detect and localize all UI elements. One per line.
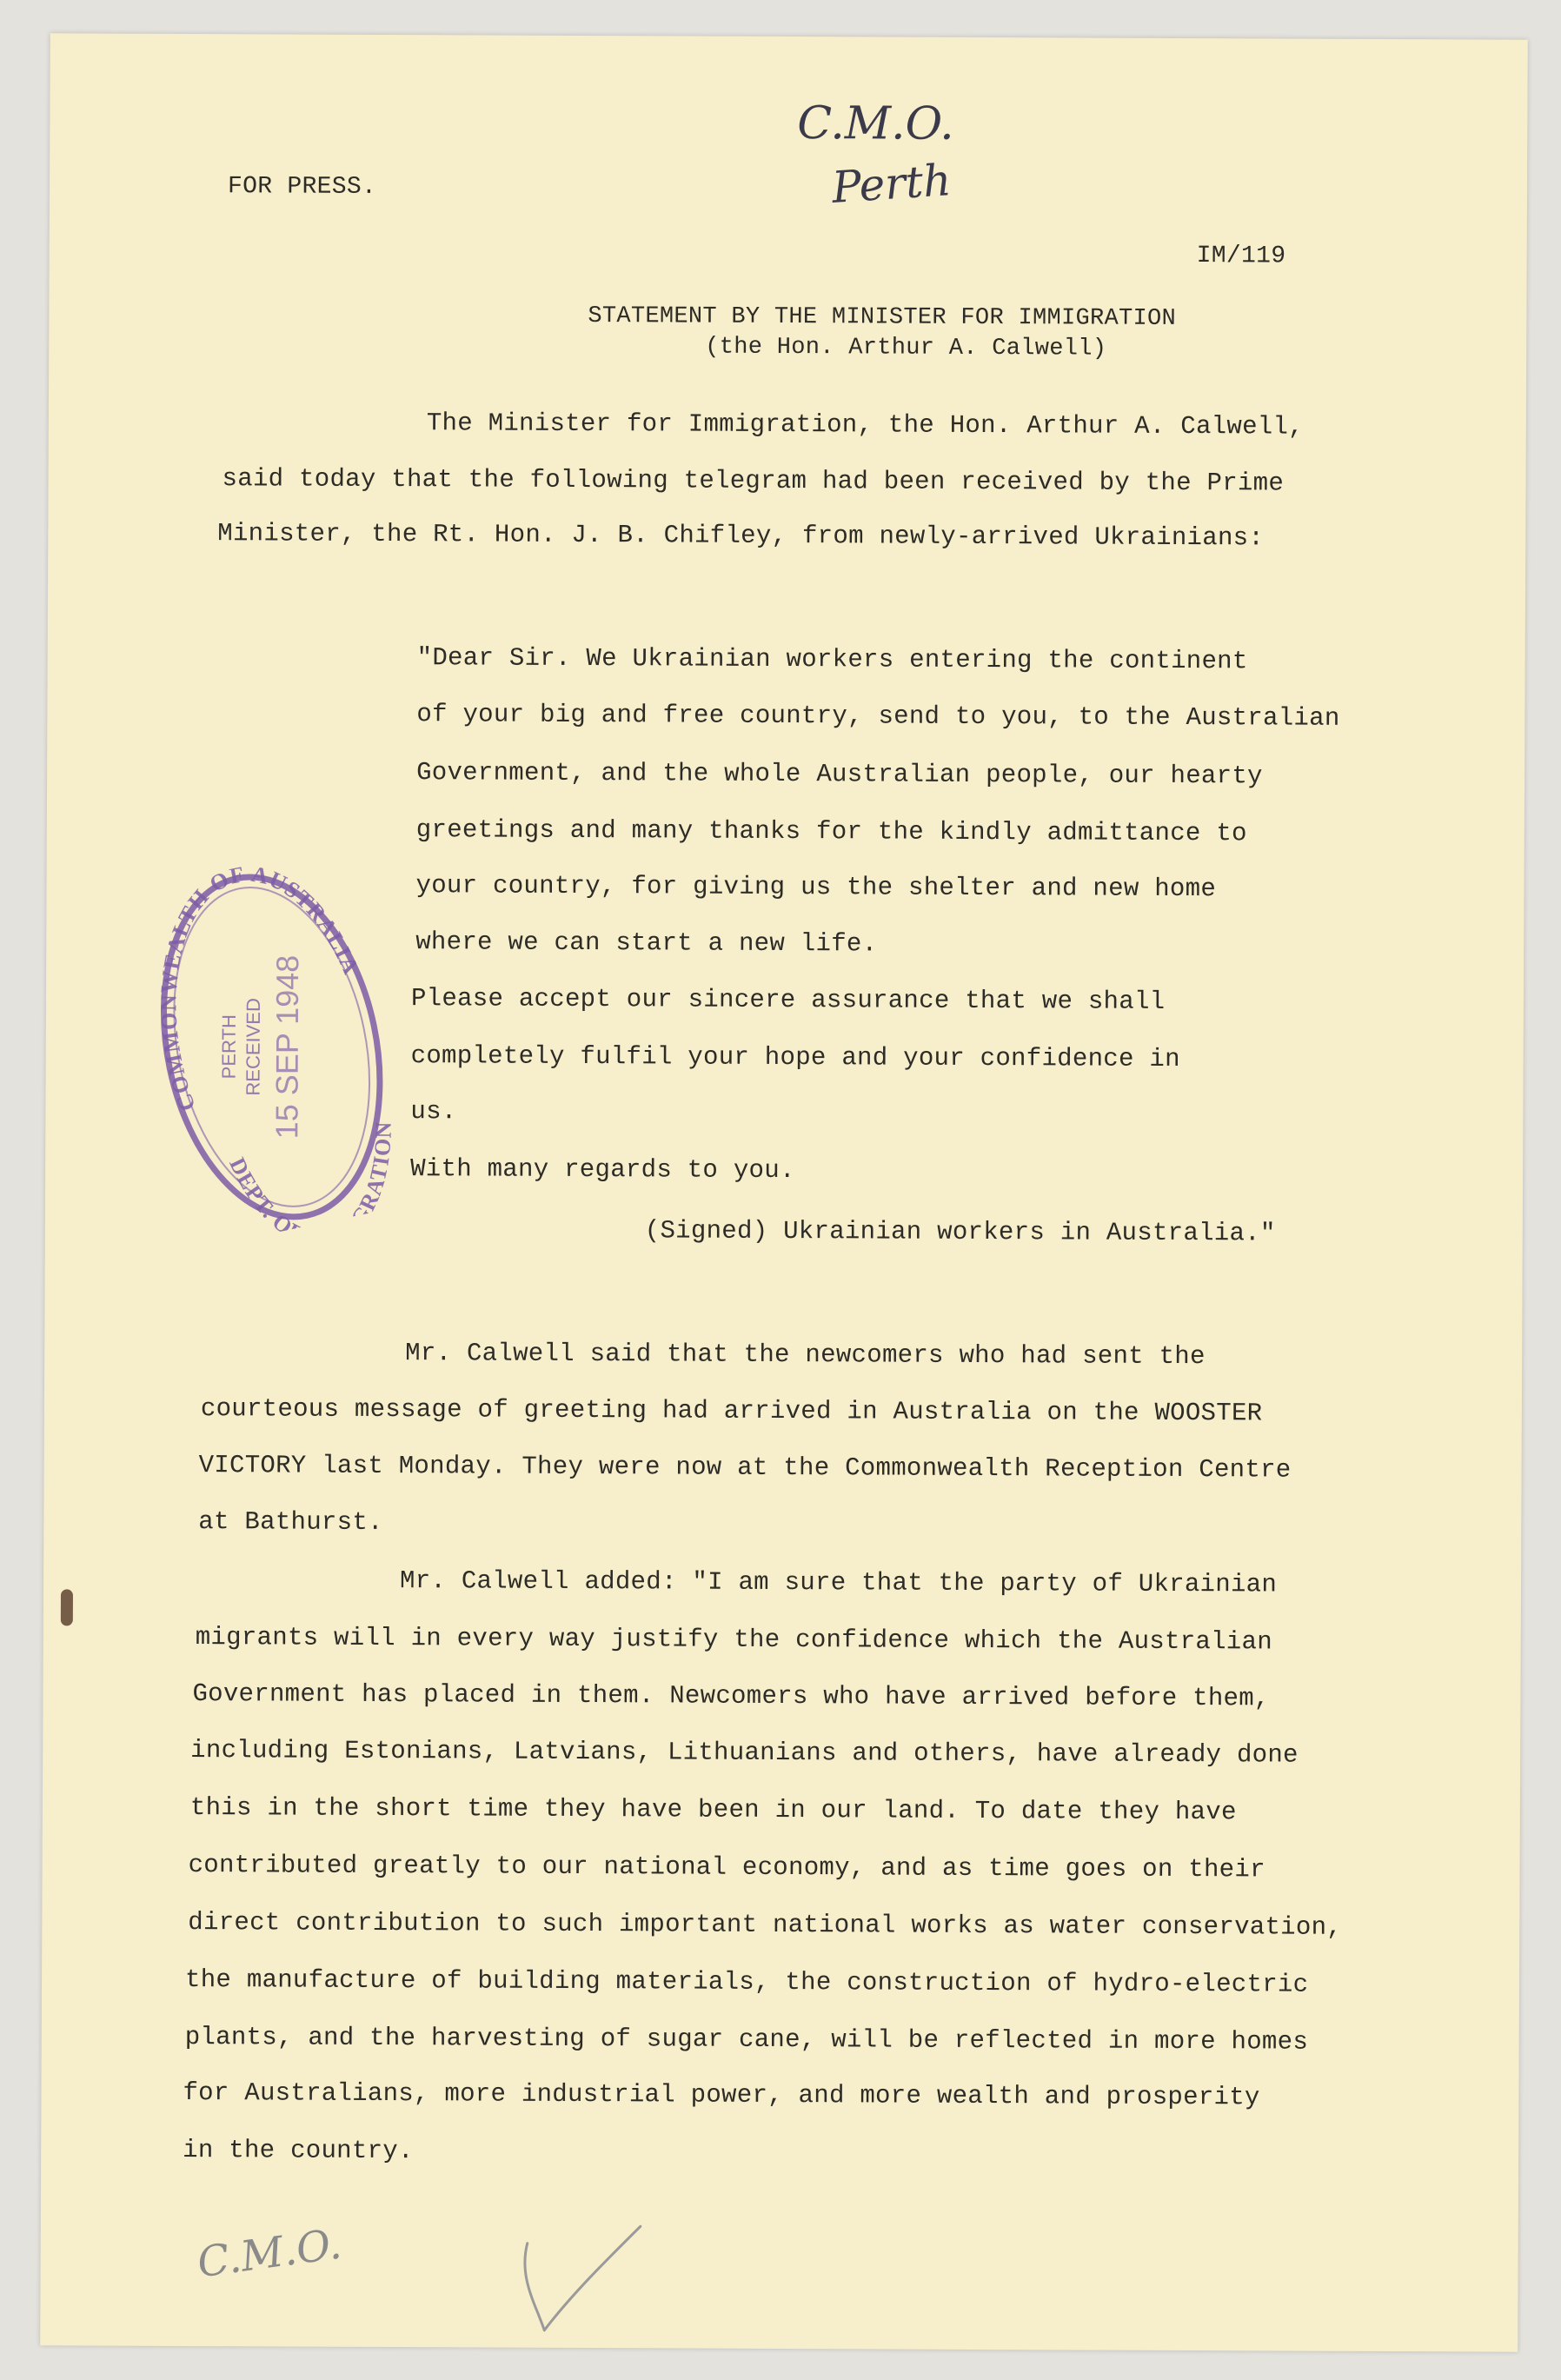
handwritten-annotation-cmo: C.M.O. [797, 97, 954, 150]
telegram-line-4: greetings and many thanks for the kindly admittance to [415, 815, 1247, 848]
stamp-date: 15 SEP 1948 [269, 954, 306, 1140]
stamp-bottom-text: DEPT. OF IMMIGRATION [224, 1120, 396, 1249]
telegram-signature: (Signed) Ukrainian workers in Australia." [644, 1216, 1276, 1248]
paragraph3-line-7: direct contribution to such important national works as water conservation, [188, 1908, 1343, 1942]
telegram-line-5: your country, for giving us the shelter and new home [415, 871, 1217, 904]
paragraph3-line-11: in the country. [183, 2135, 414, 2166]
document-page [40, 33, 1528, 2351]
intro-line-1: The Minister for Immigration, the Hon. Arthur A. Calwell, [426, 409, 1304, 442]
paragraph2-line-1: Mr. Calwell said that the newcomers who had sent the [405, 1339, 1206, 1372]
paragraph3-line-8: the manufacture of building materials, the construction of hydro-electric [184, 1965, 1309, 1999]
punch-hole-mark [61, 1589, 73, 1625]
for-press-label: FOR PRESS. [227, 173, 377, 201]
paragraph3-line-6: contributed greatly to our national economy, and as time goes on their [188, 1851, 1265, 1885]
svg-text:DEPT. OF IMMIGRATION [222, 1116, 420, 1249]
stamp-city: PERTH [217, 1014, 240, 1080]
paragraph3-line-4: including Estonians, Latvians, Lithuanians and others, have already done [190, 1736, 1299, 1770]
intro-line-2: said today that the following telegram had been received by the Prime [222, 464, 1285, 498]
paragraph3-line-2: migrants will in every way justify the confidence which the Australian [195, 1623, 1273, 1657]
handwritten-annotation-perth: Perth [830, 155, 953, 213]
paragraph3-line-5: this in the short time they have been in our land. To date they have [189, 1793, 1237, 1827]
statement-title: STATEMENT BY THE MINISTER FOR IMMIGRATION [588, 303, 1177, 332]
telegram-line-6: where we can start a new life. [415, 927, 878, 959]
intro-line-3: Minister, the Rt. Hon. J. B. Chifley, from newly-arrived Ukrainians: [217, 519, 1265, 553]
stamp-status: RECEIVED [242, 998, 264, 1096]
telegram-line-3: Government, and the whole Australian people, our hearty [416, 758, 1263, 791]
paragraph2-line-4: at Bathurst. [198, 1507, 383, 1537]
statement-subtitle: (the Hon. Arthur A. Calwell) [705, 334, 1107, 362]
handwritten-annotation-bottom: C.M.O. [194, 2219, 345, 2288]
paragraph3-line-10: for Australians, more industrial power, and more wealth and prosperity [183, 2078, 1260, 2112]
paragraph2-line-3: VICTORY last Monday. They were now at the Commonwealth Reception Centre [198, 1451, 1292, 1485]
received-stamp [124, 845, 420, 1248]
reference-number: IM/119 [1196, 243, 1286, 270]
telegram-line-9: us. [410, 1097, 457, 1127]
telegram-line-7: Please accept our sincere assurance that we shall [410, 984, 1166, 1016]
paragraph3-line-3: Government has placed in them. Newcomers who have arrived before them, [192, 1679, 1270, 1713]
telegram-line-8: completely fulfil your hope and your confidence in [410, 1041, 1180, 1074]
pencil-initial-mark [492, 2209, 667, 2340]
telegram-line-10: With many regards to you. [410, 1154, 795, 1186]
telegram-line-2: of your big and free country, send to you, to the Australian [416, 700, 1340, 733]
paragraph3-line-9: plants, and the harvesting of sugar cane, will be reflected in more homes [184, 2023, 1309, 2057]
stamp-top-text: COMMONWEALTH OF AUSTRALIA [156, 861, 364, 1114]
paragraph3-line-1: Mr. Calwell added: "I am sure that the party of Ukrainian [399, 1566, 1278, 1599]
telegram-line-1: "Dear Sir. We Ukrainian workers entering the continent [416, 643, 1248, 676]
paragraph2-line-2: courteous message of greeting had arrived in Australia on the WOOSTER [200, 1394, 1263, 1428]
